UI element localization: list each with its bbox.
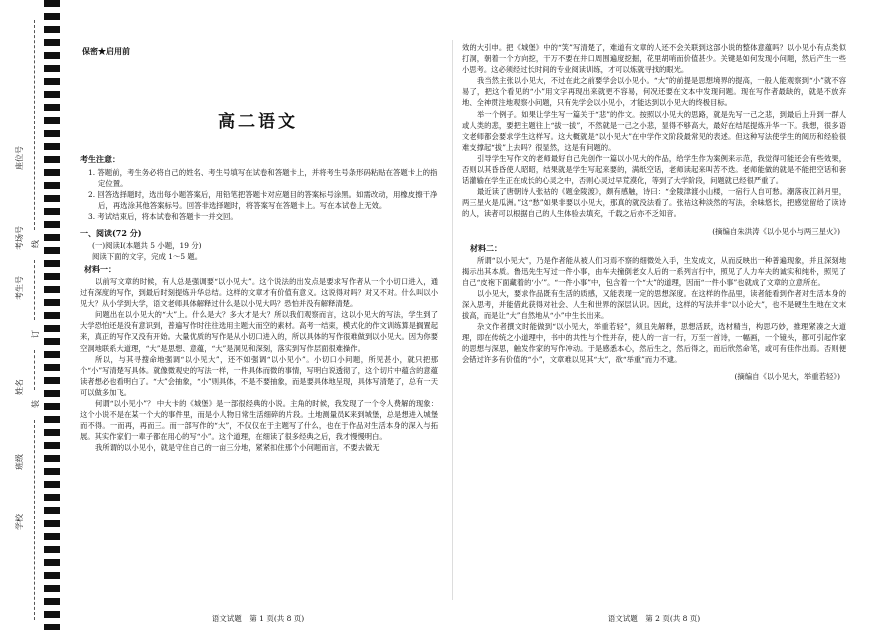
seat-number-label: 座位号 (15, 146, 24, 170)
school-label: 学校 (15, 514, 24, 530)
material-two-label: 材料二： (470, 242, 502, 253)
examinee-number-label: 考生号 (15, 276, 24, 300)
notice-item: 3. 考试结束后，将本试卷和答题卡一并交回。 (88, 212, 238, 221)
secret-label: 保密★启用前 (82, 46, 130, 56)
paragraph: 所以，与其寻搜命地强调“以小见大”，还不如强调“以小见小”。小切口小问题，所见甚小，就只把那个“小”写清楚写具体。就像微观史的写法一样，一件具体而微的事情，写明白说透彻了，这个切片中蕴含的意蕴读者想必也看明白了。“大”会抽象，“小”则具体，不是不要抽象，而是要具体地呈现，具体写清楚了，总有一天可以做多加飞。 (80, 354, 438, 397)
paragraph: 效的大引申。把《城堡》中的“笑”写清楚了，难道有文章的人还不会关联到这部小说的整体意蕴吗？以小见小有点类似打洞，朝着一个方向挖，干万不要在井口周围遍度挖掘，花里胡哨而价值甚少。关键是如何发现小问题，然后产生一些小思考。这必须经过长时间的专业阅读训练，才可以炼就寻找的眼光。 (462, 43, 846, 75)
paragraph: 问题出在以小见大的“大”上。什么是大？多大才是大？所以我们观察而言，这以小见大的写法，学生到了大学恐怕还是没有意识到，普遍写作时往往选用主题大而空的素材。高考一结束，模式化的作文训练算是搁置起来，真正的写作又没有开始。大量优质的写作是从小切口进入的，所以具体的写作很难做到以小见大。因为你要空洞地联系大道理，“大”是思想、意蕴，“大”是洞见和深刻，落实到写作层面很难操作。 (80, 310, 438, 353)
notice-item: 1. 答题前，考生务必将自己的姓名、考生号填写在试卷和答题卡上，并将考生号条形码粘贴在答题卡上的指定位置。 (88, 168, 438, 188)
page-footer: 语文试题 第 1 页(共 8 页) (211, 614, 305, 623)
cut-mark-bind: 订 (31, 330, 40, 338)
paragraph: 杂文作者撰文时能做到“以小见大，举重若轻”，须且先解释，思想活跃，选材精当，构思巧妙，推理紧凑之大道理，即在传统之小道理中，书中的共性与个性并存，使人的一言一行，万至一首诗，一幅画，一个镜头，都可引起作家的思想与深思，触发作家的写作冲动。于是感悉本心，然后生之，然后得之，而后欣然命笔，或可有佳作出焉。否则便会错过许多有价值的“小”，文章难以见其“大”，欲“举重”而力不逮。 (462, 322, 846, 365)
paragraph: 以前写文章的时候，有人总是强调要“以小见大”。这个说法的出发点是要求写作者从一个小切口进入，通过有深度的写作，到最后时刻提炼升华总结。这样的文章才有价值有意义。这说得对吗？对又不对。什么叫以小见大？从小学到大学，语文老师具体解释过什么是以小见大吗？恐怕并没有解释清楚。 (80, 277, 438, 309)
paragraph: 引导学生写作文的老师最好自己先创作一篇以小见大的作品，给学生作为案例来示范，我觉得可能还会有些效果，否则以其昏昏使人昭昭，结果就是学生写起来要的，满纸空话，老师读起来叫苦不迭。老师能做的就是不能把空话和套话灌输在学生正在成长的心灵之中，否则心灵过早荒漠化，等到了大学阶段，问题就已经很严重了。 (462, 153, 846, 186)
page-footer: 语文试题 第 2 页(共 8 页) (607, 614, 701, 623)
source-citation: (摘编自朱洪涛《以小见小与两三星火》) (712, 226, 840, 236)
subsection-heading: (一)阅读Ⅰ(本题共 5 小题，19 分) (92, 241, 202, 250)
page-divider (452, 40, 453, 600)
page-1 (72, 8, 444, 630)
page-title: 高二语文 (218, 112, 298, 132)
paragraph: 何谓“以小见小”？ 中大卡的《城堡》是一部很经典的小说。主角的时候，我发现了一个令人费解的现象：这个小说不是在某一个大的事件里，而是小人物日常生活细碎的片段。土地测量员K来到城堡，总是想进入城堡而不得。一而再，再而三。而一部写作的“大”，不仅仅在于主题写了什么，也在于作品对生活本身的深入与拓展。其实作家们一辈子都在用心的写“小”。这个道理，在细读了很多经典之后，我才慢慢明白。 (80, 399, 438, 442)
cut-line (34, 350, 35, 390)
paragraph: 最近读了唐朝诗人张祜的《题金陵渡》，颇有感触，诗曰：“金陵津渡小山楼，一宿行人自可愁。潮落夜江斜月里，两三星火是瓜洲。”这“愁”如果非要以小见大，那真的就没法看了。张祜这种淡然的写法，余味悠长，把感觉留给了读诗的人，读者可以根据自己的人生体验去填充，千载之后亦不乏知音。 (462, 187, 846, 219)
binding-margin (0, 0, 70, 630)
cut-mark-line: 线 (31, 240, 40, 248)
name-label: 姓名 (15, 379, 24, 395)
material-one-label: 材料一： (84, 264, 116, 274)
section-heading: 一、阅读(72 分) (80, 228, 142, 238)
binding-strip (44, 0, 60, 630)
paragraph: 以小见大，要求作品既有生活的质感，又能表现一定的思想深度。在这样的作品里，读者能看到作者对生活本身的深入思考，并能借此获得对社会、人生和世界的深层认识。因此，这样的写法并非“以小论大”，也不是硬生生地在文末拔高，而是让“大”自然地从“小”中生长出来。 (462, 288, 846, 320)
class-label: 班级 (15, 454, 24, 470)
instruction: 阅读下面的文字，完成 1～5 题。 (92, 252, 203, 261)
paragraph: 我当然主张以小见大，不过在此之前要学会以小见小。“大”的前提是思想境界的提高，一般人能观察到“小”就不容易了，把这个看见的“小”用文字再现出来就更不容易，何况还要在文本中发现问题。现在写作者最缺的，就是不放弃地、全神贯注地观察小问题，只有先学会以小见小，才能达到以小见大的终极目标。 (462, 76, 846, 108)
cut-line (34, 420, 35, 620)
source-citation: (摘编自《以小见大，举重若轻》) (734, 372, 840, 382)
notice-title: 考生注意： (80, 154, 120, 164)
page-2 (458, 8, 850, 630)
cut-line (34, 20, 35, 230)
cut-line (34, 260, 35, 320)
paragraph: 所谓“以小见大”，乃是作者能从被人们习焉不察的细微处入手，生发成文，从而反映出一种普遍现象，并且深刻地揭示出其本质。鲁迅先生写过一件小事，由车夫撞倒老女人后的一系列言行中，照见了人力车夫的诚实和纯朴，照见了自己“皮袍下面藏着的‘小’”。“一件小事”中，包含着一个“大”的道理，因而“一件小事”也就成了文章的立意所在。 (462, 255, 846, 287)
cut-mark-mount: 装 (31, 400, 40, 408)
notice-item: 2. 回答选择题时，选出每小题答案后，用铅笔把答题卡对应题目的答案标号涂黑。如需改动，用橡皮擦干净后，再选涂其他答案标号。回答非选择题时，将答案写在答题卡上。写在本试卷上无效。 (88, 190, 438, 210)
exam-room-label: 考场号 (15, 226, 24, 250)
paragraph: 举一个例子。如果让学生写一篇关于“悲”的作文。按照以小见大的思路，就是先写一己之悲，到最后上升到一群人或人类的悲，要把主题往上“拔一拔”，不然就是一己之小悲，显得不够高大，最好在结尾提炼升华一下。我想，很多语文老师都会要求学生这样写。这大概就是“以小见大”在中学作文阶段最常见的表述。但这种写法使学生的阅历和经验很难支撑起“拔”上去吗？很显然，这是有问题的。 (462, 109, 846, 152)
paragraph: 我所谓的以小见小，就是守住自己的一亩三分地，紧紧扣住那个小问题而言，不要去做无 (95, 443, 380, 453)
